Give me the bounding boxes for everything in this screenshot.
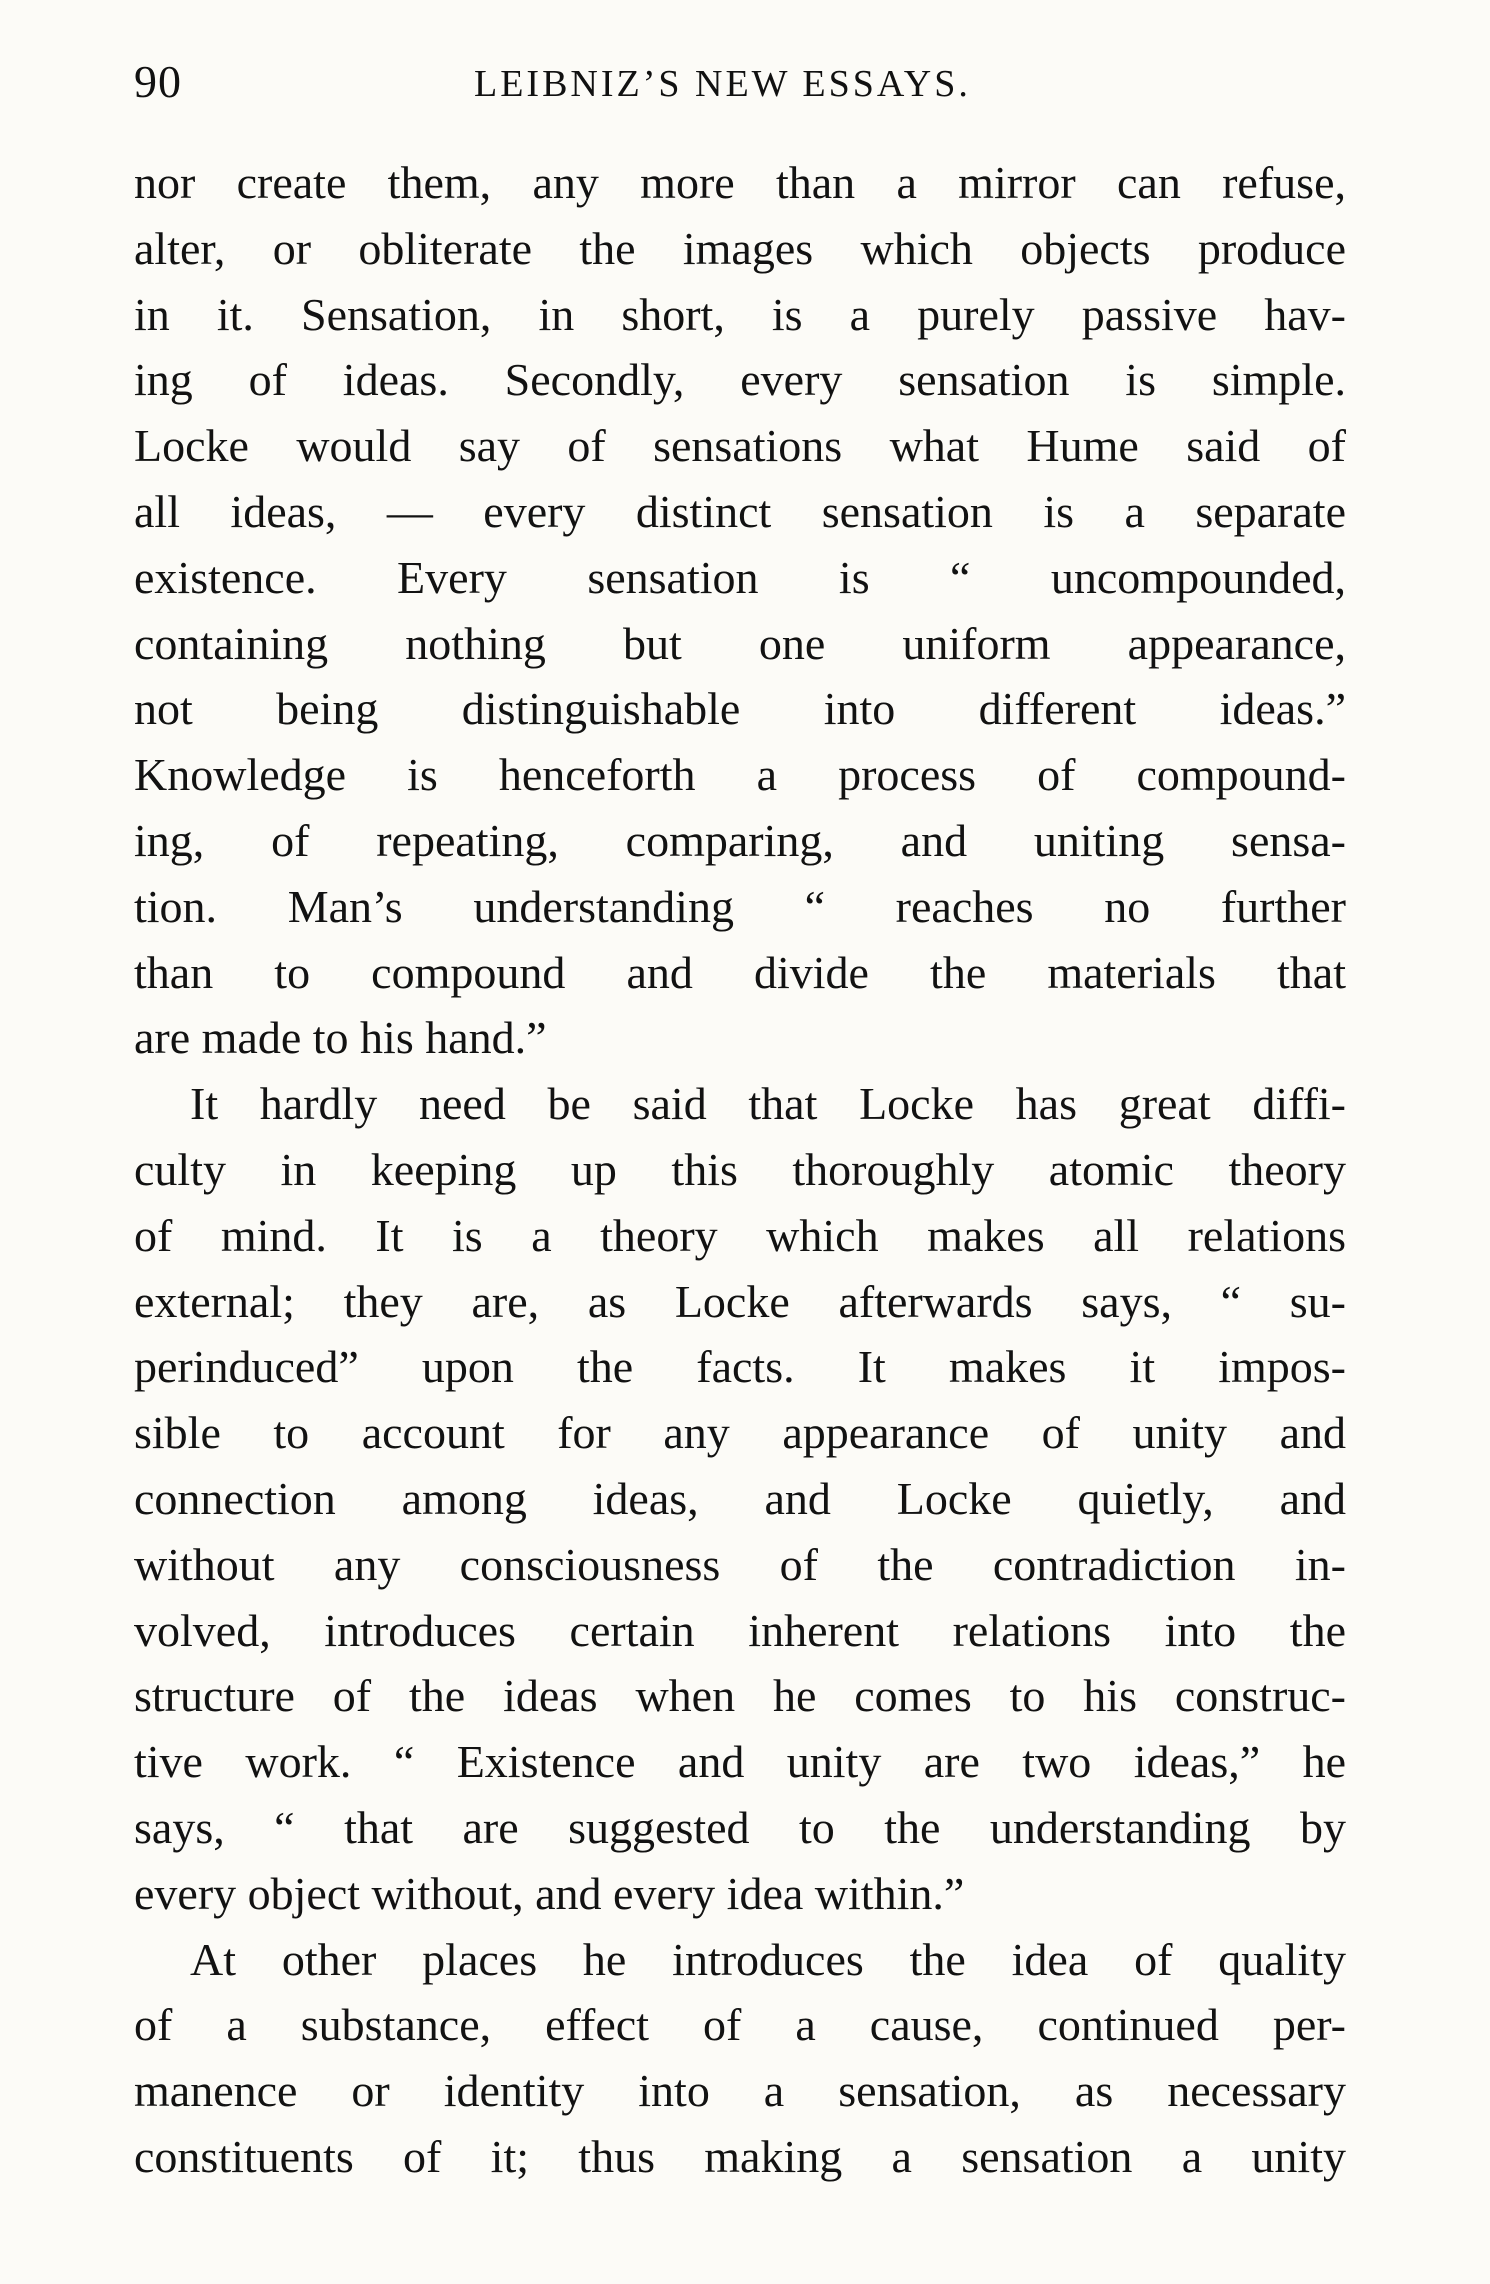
text-line: culty in keeping up this thoroughly atomic theory	[134, 1143, 1346, 1195]
text-line: Locke would say of sensations what Hume said of	[134, 420, 1346, 472]
text-line: volved, introduces certain inherent relations into the	[134, 1604, 1346, 1656]
body-text	[134, 150, 1346, 2190]
paragraph-end-line: every object without, and every idea within.”	[134, 1867, 965, 1919]
text-line: containing nothing but one uniform appearance,	[134, 617, 1346, 669]
text-line: nor create them, any more than a mirror can refuse,	[134, 157, 1346, 208]
text-line: connection among ideas, and Locke quietly, and	[134, 1472, 1346, 1524]
text-line: perinduced” upon the facts. It makes it impos-	[134, 1341, 1346, 1393]
text-line: says, “ that are suggested to the understanding by	[134, 1801, 1346, 1853]
text-line: external; they are, as Locke afterwards says, “ su-	[134, 1275, 1346, 1327]
paragraph-first-line: It hardly need be said that Locke has great diffi-	[190, 1078, 1346, 1130]
text-line: tion. Man’s understanding “ reaches no further	[134, 880, 1346, 932]
text-line: in it. Sensation, in short, is a purely passive hav-	[134, 288, 1346, 340]
text-line: all ideas, — every distinct sensation is a separate	[134, 485, 1346, 537]
text-line: not being distinguishable into different ideas.”	[134, 683, 1346, 735]
text-line: ing, of repeating, comparing, and uniting sensa-	[134, 814, 1346, 866]
text-line: sible to account for any appearance of unity and	[134, 1407, 1346, 1459]
text-line: of a substance, effect of a cause, continued per-	[134, 1999, 1346, 2051]
text-line: ing of ideas. Secondly, every sensation is simple.	[134, 354, 1346, 406]
running-header	[134, 52, 1346, 112]
text-line: tive work. “ Existence and unity are two ideas,” he	[134, 1736, 1346, 1788]
text-line: of mind. It is a theory which makes all relations	[134, 1209, 1346, 1261]
running-title: LEIBNIZ’S NEW ESSAYS.	[474, 63, 971, 105]
text-line: alter, or obliterate the images which objects produce	[134, 222, 1346, 274]
text-line: constituents of it; thus making a sensation a unity	[134, 2130, 1346, 2182]
paragraph-first-line: At other places he introduces the idea of quality	[190, 1933, 1346, 1985]
text-line: Knowledge is henceforth a process of compound-	[134, 749, 1346, 801]
paragraph-end-line: are made to his hand.”	[134, 1012, 547, 1064]
text-line: structure of the ideas when he comes to his construc-	[134, 1670, 1346, 1722]
text-line: manence or identity into a sensation, as necessary	[134, 2065, 1346, 2117]
text-line: without any consciousness of the contradiction in-	[134, 1538, 1346, 1590]
text-line: existence. Every sensation is “ uncompounded,	[134, 551, 1346, 603]
text-line: than to compound and divide the materials that	[134, 946, 1346, 998]
page-number: 90	[134, 56, 182, 107]
